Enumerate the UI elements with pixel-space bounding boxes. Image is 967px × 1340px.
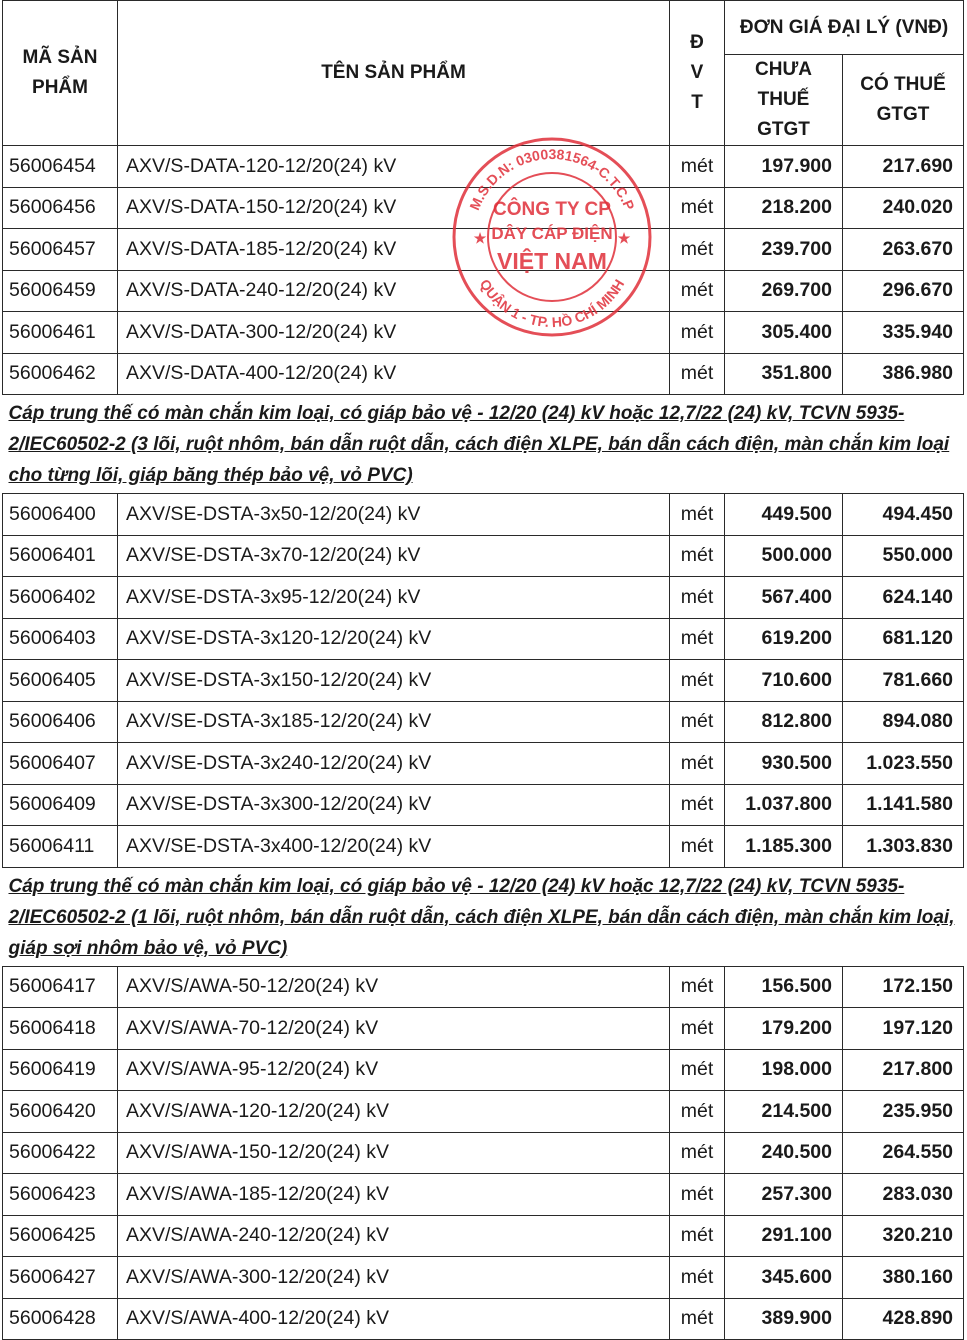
price-with-tax: 781.660 — [843, 660, 964, 702]
product-code: 56006400 — [3, 494, 118, 536]
price-with-tax: 320.210 — [843, 1215, 964, 1257]
price-pre-tax: 930.500 — [725, 743, 843, 785]
product-name: AXV/S/AWA-240-12/20(24) kV — [118, 1215, 670, 1257]
price-with-tax: 380.160 — [843, 1257, 964, 1299]
product-name: AXV/SE-DSTA-3x240-12/20(24) kV — [118, 743, 670, 785]
price-pre-tax: 291.100 — [725, 1215, 843, 1257]
table-row — [3, 229, 964, 271]
product-name: AXV/S/AWA-300-12/20(24) kV — [118, 1257, 670, 1299]
price-with-tax: 240.020 — [843, 187, 964, 229]
star-icon: ★ — [617, 230, 631, 246]
unit: mét — [670, 146, 725, 188]
product-code: 56006420 — [3, 1091, 118, 1133]
price-pre-tax: 567.400 — [725, 577, 843, 619]
price-with-tax: 1.141.580 — [843, 784, 964, 826]
table-row — [3, 701, 964, 743]
unit: mét — [670, 1215, 725, 1257]
product-code: 56006462 — [3, 353, 118, 395]
unit: mét — [670, 229, 725, 271]
product-name: AXV/SE-DSTA-3x300-12/20(24) kV — [118, 784, 670, 826]
table-row — [3, 618, 964, 660]
unit: mét — [670, 353, 725, 395]
product-name: AXV/S-DATA-120-12/20(24) kV — [118, 146, 670, 188]
table-row — [3, 146, 964, 188]
price-pre-tax: 240.500 — [725, 1132, 843, 1174]
price-pre-tax: 197.900 — [725, 146, 843, 188]
product-code: 56006407 — [3, 743, 118, 785]
table-row — [3, 660, 964, 702]
price-pre-tax: 156.500 — [725, 966, 843, 1008]
price-with-tax: 894.080 — [843, 701, 964, 743]
price-pre-tax: 239.700 — [725, 229, 843, 271]
price-pre-tax: 214.500 — [725, 1091, 843, 1133]
product-name: AXV/SE-DSTA-3x400-12/20(24) kV — [118, 826, 670, 868]
stamp-district: QUẬN 1 - TP. HỒ CHÍ MINH — [476, 276, 628, 331]
col-header-with-tax: CÓ THUẾ GTGT — [843, 55, 964, 146]
price-pre-tax: 198.000 — [725, 1049, 843, 1091]
price-with-tax: 217.800 — [843, 1049, 964, 1091]
price-with-tax: 1.303.830 — [843, 826, 964, 868]
unit: mét — [670, 1174, 725, 1216]
price-pre-tax: 345.600 — [725, 1257, 843, 1299]
price-pre-tax: 710.600 — [725, 660, 843, 702]
product-code: 56006419 — [3, 1049, 118, 1091]
price-table — [2, 0, 964, 1340]
product-code: 56006401 — [3, 535, 118, 577]
price-with-tax: 386.980 — [843, 353, 964, 395]
product-code: 56006427 — [3, 1257, 118, 1299]
product-name: AXV/S/AWA-120-12/20(24) kV — [118, 1091, 670, 1133]
group-2-rows — [3, 494, 964, 868]
product-name: AXV/SE-DSTA-3x70-12/20(24) kV — [118, 535, 670, 577]
col-header-code: MÃ SẢN PHẨM — [3, 1, 118, 146]
table-row — [3, 187, 964, 229]
table-row — [3, 743, 964, 785]
unit: mét — [670, 1298, 725, 1340]
col-header-unit: Đ V T — [670, 1, 725, 146]
product-code: 56006411 — [3, 826, 118, 868]
unit: mét — [670, 1257, 725, 1299]
table-row — [3, 826, 964, 868]
table-row — [3, 1257, 964, 1299]
product-code: 56006409 — [3, 784, 118, 826]
unit: mét — [670, 1049, 725, 1091]
group-3-rows — [3, 966, 964, 1340]
product-code: 56006423 — [3, 1174, 118, 1216]
stamp-company-line3: VIỆT NAM — [497, 248, 607, 274]
price-with-tax: 550.000 — [843, 535, 964, 577]
product-name: AXV/SE-DSTA-3x150-12/20(24) kV — [118, 660, 670, 702]
unit: mét — [670, 187, 725, 229]
product-code: 56006456 — [3, 187, 118, 229]
product-name: AXV/S-DATA-300-12/20(24) kV — [118, 312, 670, 354]
price-with-tax: 624.140 — [843, 577, 964, 619]
table-row — [3, 1091, 964, 1133]
product-code: 56006428 — [3, 1298, 118, 1340]
product-name: AXV/S/AWA-150-12/20(24) kV — [118, 1132, 670, 1174]
star-icon: ★ — [473, 230, 487, 246]
product-name: AXV/SE-DSTA-3x50-12/20(24) kV — [118, 494, 670, 536]
price-with-tax: 1.023.550 — [843, 743, 964, 785]
stamp-company-line2: DÂY CÁP ĐIỆN — [491, 224, 613, 243]
price-pre-tax: 449.500 — [725, 494, 843, 536]
product-code: 56006403 — [3, 618, 118, 660]
stamp-company-line1: CÔNG TY CP — [493, 199, 611, 220]
price-with-tax: 335.940 — [843, 312, 964, 354]
product-name: AXV/S/AWA-50-12/20(24) kV — [118, 966, 670, 1008]
price-pre-tax: 619.200 — [725, 618, 843, 660]
product-name: AXV/S-DATA-150-12/20(24) kV — [118, 187, 670, 229]
table-row — [3, 494, 964, 536]
price-with-tax: 428.890 — [843, 1298, 964, 1340]
product-name: AXV/S/AWA-400-12/20(24) kV — [118, 1298, 670, 1340]
product-code: 56006418 — [3, 1008, 118, 1050]
price-with-tax: 172.150 — [843, 966, 964, 1008]
product-code: 56006422 — [3, 1132, 118, 1174]
product-name: AXV/SE-DSTA-3x185-12/20(24) kV — [118, 701, 670, 743]
product-name: AXV/SE-DSTA-3x120-12/20(24) kV — [118, 618, 670, 660]
table-row — [3, 1215, 964, 1257]
table-row — [3, 1298, 964, 1340]
unit: mét — [670, 618, 725, 660]
unit: mét — [670, 494, 725, 536]
unit: mét — [670, 660, 725, 702]
product-code: 56006457 — [3, 229, 118, 271]
price-pre-tax: 1.037.800 — [725, 784, 843, 826]
price-pre-tax: 218.200 — [725, 187, 843, 229]
price-pre-tax: 1.185.300 — [725, 826, 843, 868]
price-with-tax: 264.550 — [843, 1132, 964, 1174]
product-code: 56006454 — [3, 146, 118, 188]
unit: mét — [670, 312, 725, 354]
table-row — [3, 577, 964, 619]
stamp-tax-code: M.S.D.N: 0300381564-C.T.C.P — [466, 146, 638, 213]
unit: mét — [670, 784, 725, 826]
unit: mét — [670, 701, 725, 743]
product-code: 56006406 — [3, 701, 118, 743]
table-row — [3, 784, 964, 826]
group-1-rows — [3, 146, 964, 395]
unit: mét — [670, 826, 725, 868]
price-with-tax: 296.670 — [843, 270, 964, 312]
table-row — [3, 966, 964, 1008]
product-name: AXV/S-DATA-185-12/20(24) kV — [118, 229, 670, 271]
product-name: AXV/S-DATA-240-12/20(24) kV — [118, 270, 670, 312]
product-name: AXV/S/AWA-185-12/20(24) kV — [118, 1174, 670, 1216]
price-pre-tax: 389.900 — [725, 1298, 843, 1340]
price-pre-tax: 179.200 — [725, 1008, 843, 1050]
product-name: AXV/S/AWA-95-12/20(24) kV — [118, 1049, 670, 1091]
product-code: 56006459 — [3, 270, 118, 312]
price-with-tax: 263.670 — [843, 229, 964, 271]
unit: mét — [670, 577, 725, 619]
product-code: 56006405 — [3, 660, 118, 702]
price-with-tax: 197.120 — [843, 1008, 964, 1050]
price-pre-tax: 305.400 — [725, 312, 843, 354]
product-name: AXV/S-DATA-400-12/20(24) kV — [118, 353, 670, 395]
unit: mét — [670, 270, 725, 312]
price-with-tax: 681.120 — [843, 618, 964, 660]
table-row — [3, 353, 964, 395]
unit: mét — [670, 1132, 725, 1174]
table-row — [3, 1132, 964, 1174]
section-3-heading — [3, 867, 964, 966]
table-header — [3, 1, 964, 146]
unit: mét — [670, 1091, 725, 1133]
section-title: Cáp trung thế có màn chắn kim loại, có giáp bảo vệ - 12/20 (24) kV hoặc 12,7/22 (24) kV, TCVN 5935-2/IEC60502-2 (3 lõi, ruột nhôm, bán dẫn ruột dẫn, cách điện XLPE, bán dẫn cách điện, màn chắn kim loại cho từng lõi, giáp băng thép bảo vệ, vỏ PVC) — [3, 395, 964, 494]
price-pre-tax: 269.700 — [725, 270, 843, 312]
product-code: 56006461 — [3, 312, 118, 354]
price-with-tax: 494.450 — [843, 494, 964, 536]
product-name: AXV/S/AWA-70-12/20(24) kV — [118, 1008, 670, 1050]
unit: mét — [670, 966, 725, 1008]
col-header-name: TÊN SẢN PHẨM — [118, 1, 670, 146]
unit: mét — [670, 1008, 725, 1050]
product-name: AXV/SE-DSTA-3x95-12/20(24) kV — [118, 577, 670, 619]
table-row — [3, 1174, 964, 1216]
product-code: 56006425 — [3, 1215, 118, 1257]
price-with-tax: 217.690 — [843, 146, 964, 188]
unit: mét — [670, 535, 725, 577]
product-code: 56006417 — [3, 966, 118, 1008]
price-with-tax: 235.950 — [843, 1091, 964, 1133]
table-row — [3, 1008, 964, 1050]
table-row — [3, 312, 964, 354]
price-pre-tax: 500.000 — [725, 535, 843, 577]
table-row — [3, 270, 964, 312]
price-with-tax: 283.030 — [843, 1174, 964, 1216]
col-header-pre-tax: CHƯA THUẾ GTGT — [725, 55, 843, 146]
unit: mét — [670, 743, 725, 785]
price-pre-tax: 257.300 — [725, 1174, 843, 1216]
product-code: 56006402 — [3, 577, 118, 619]
price-pre-tax: 812.800 — [725, 701, 843, 743]
section-2-heading — [3, 395, 964, 494]
table-row — [3, 535, 964, 577]
col-header-price-group: ĐƠN GIÁ ĐẠI LÝ (VNĐ) — [725, 1, 964, 55]
price-pre-tax: 351.800 — [725, 353, 843, 395]
table-row — [3, 1049, 964, 1091]
section-title: Cáp trung thế có màn chắn kim loại, có giáp bảo vệ - 12/20 (24) kV hoặc 12,7/22 (24) kV, TCVN 5935-2/IEC60502-2 (1 lõi, ruột nhôm, bán dẫn ruột dẫn, cách điện XLPE, bán dẫn cách điện, màn chắn kim loại, giáp sợi nhôm bảo vệ, vỏ PVC) — [3, 867, 964, 966]
